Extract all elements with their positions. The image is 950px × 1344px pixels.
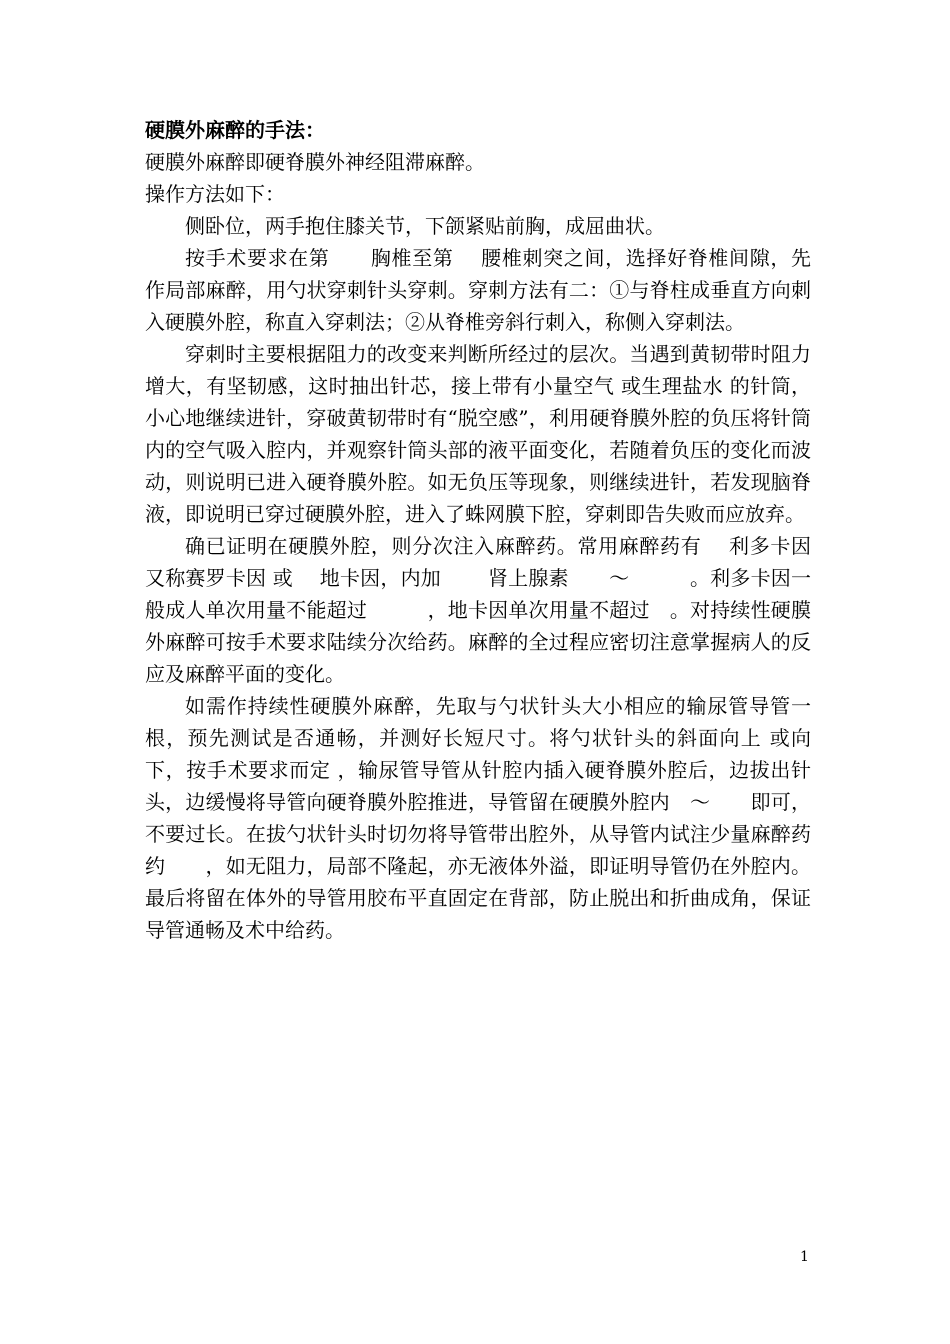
paragraph-anesthetic-dosing: 确已证明在硬膜外腔，则分次注入麻醉药。常用麻醉药有 利多卡因 又称赛罗卡因 或 地卡因，内加 肾上腺素 ～ 。利多卡因一般成人单次用量不能超过 ，地卡因单次用量不超过 。对持续性硬膜外麻醉可按手术要求陆续分次给药。麻醉的全过程应密切注意掌握病人的反应及麻醉平面的变化。 [145,534,811,686]
paragraph-position: 侧卧位，两手抱住膝关节，下颌紧贴前胸，成屈曲状。 [185,214,665,238]
intro-line: 硬膜外麻醉即硬脊膜外神经阻滞麻醉。 [145,150,485,174]
method-line: 操作方法如下： [145,182,285,206]
document-body [145,114,811,946]
page-number: 1 [800,1249,809,1265]
paragraph-puncture-layers: 穿刺时主要根据阻力的改变来判断所经过的层次。当遇到黄韧带时阻力增大，有坚韧感，这时抽出针芯，接上带有小量空气 或生理盐水 的针筒，小心地继续进针，穿破黄韧带时有“脱空感”，利用硬脊膜外腔的负压将针筒内的空气吸入腔内，并观察针筒头部的液平面变化，若随着负压的变化而波动，则说明已进入硬脊膜外腔。如无负压等现象，则继续进针，若发现脑脊液，即说明已穿过硬膜外腔，进入了蛛网膜下腔，穿刺即告失败而应放弃。 [145,342,811,526]
document-title: 硬膜外麻醉的手法： [145,118,325,142]
paragraph-puncture-site: 按手术要求在第 胸椎至第 腰椎刺突之间，选择好脊椎间隙，先作局部麻醉，用勺状穿刺针头穿刺。穿刺方法有二：①与脊柱成垂直方向刺入硬膜外腔，称直入穿刺法；②从脊椎旁斜行刺入，称侧入穿刺法。 [145,246,811,334]
paragraph-continuous-catheter: 如需作持续性硬膜外麻醉，先取与勺状针头大小相应的输尿管导管一根，预先测试是否通畅，并测好长短尺寸。将勺状针头的斜面向上 或向下，按手术要求而定 ，输尿管导管从针腔内插入硬脊膜外腔后，边拔出针头，边缓慢将导管向硬脊膜外腔推进，导管留在硬膜外腔内 ～ 即可，不要过长。在拔勺状针头时切勿将导管带出腔外，从导管内试注少量麻醉药约 ，如无阻力，局部不隆起，亦无液体外溢，即证明导管仍在外腔内。最后将留在体外的导管用胶布平直固定在背部，防止脱出和折曲成角，保证导管通畅及术中给药。 [145,694,811,942]
